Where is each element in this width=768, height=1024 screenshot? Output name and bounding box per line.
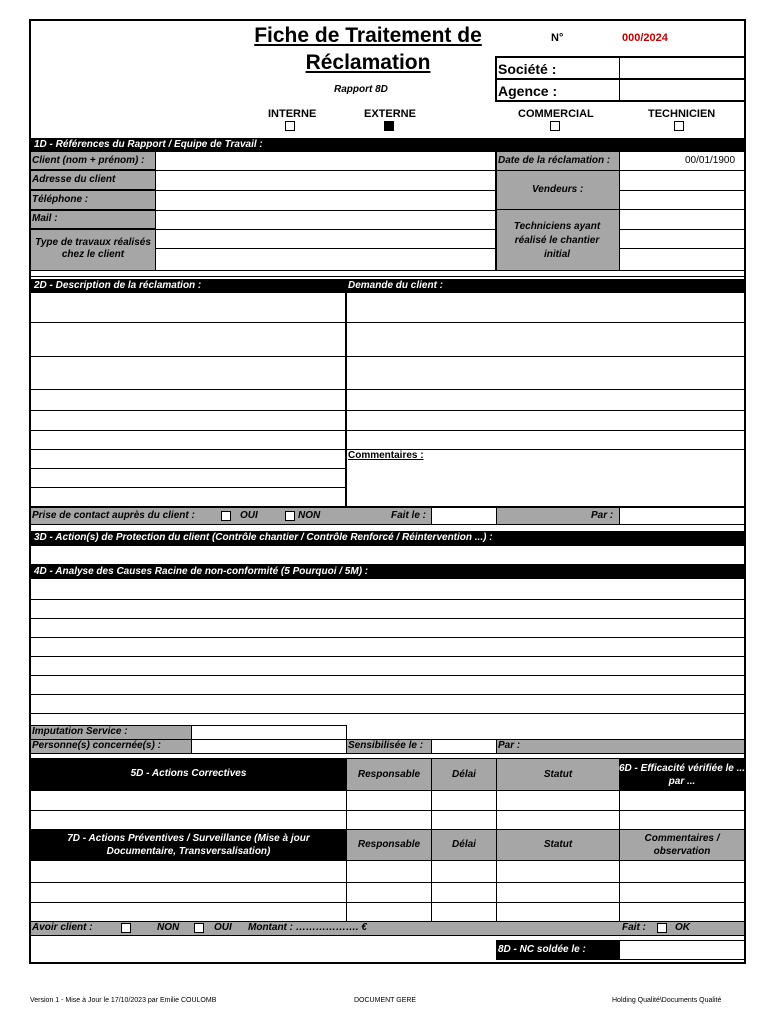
commentaires-label: Commentaires : — [348, 450, 424, 461]
agence-label: Agence : — [498, 83, 558, 99]
section-5d-title: 5D - Actions Correctives — [130, 768, 247, 779]
demande-line — [346, 356, 745, 357]
divider — [619, 861, 620, 921]
vendeur-input-1[interactable] — [619, 170, 745, 191]
imputation-label: Imputation Service : — [32, 726, 128, 737]
cause-line — [30, 599, 745, 600]
personnes-label: Personne(s) concernée(s) : — [32, 740, 161, 751]
date-value: 00/01/1900 — [685, 155, 736, 166]
travaux-label: Type de travaux réalisés chez le client — [35, 237, 151, 260]
cause-line — [30, 656, 745, 657]
label-cell — [496, 739, 745, 754]
adresse-input-2[interactable] — [155, 190, 496, 211]
cause-line — [30, 618, 745, 619]
cause-line — [30, 713, 745, 714]
divider — [431, 861, 432, 921]
type-checkbox-interne[interactable] — [285, 121, 295, 131]
divider — [345, 293, 347, 506]
form-subtitle: Rapport 8D — [334, 84, 388, 95]
agence-input[interactable] — [621, 81, 744, 100]
description-line — [30, 468, 346, 469]
description-line — [30, 487, 346, 488]
delai-header: Délai — [452, 839, 476, 850]
mail-label: Mail : — [32, 213, 58, 224]
fait-le-input[interactable] — [431, 507, 497, 525]
description-line — [30, 410, 346, 411]
contact-oui-label: OUI — [240, 510, 258, 521]
type-checkbox-commercial[interactable] — [550, 121, 560, 131]
description-line — [30, 430, 346, 431]
demande-line — [346, 430, 745, 431]
table-row — [30, 902, 745, 903]
description-line — [30, 322, 346, 323]
date-label: Date de la réclamation : — [498, 155, 611, 166]
avoir-oui-checkbox[interactable] — [194, 923, 204, 933]
responsable-header: Responsable — [357, 769, 421, 780]
avoir-non-label: NON — [157, 922, 180, 933]
type-checkbox-technicien[interactable] — [674, 121, 684, 131]
sensibilisee-label: Sensibilisée le : — [348, 740, 424, 751]
responsable-header: Responsable — [357, 839, 421, 850]
divider — [431, 791, 432, 829]
description-line — [30, 389, 346, 390]
adresse-label: Adresse du client — [32, 174, 116, 185]
table-row — [30, 882, 745, 883]
description-line — [30, 449, 346, 450]
divider — [346, 791, 347, 829]
avoir-label: Avoir client : — [32, 922, 93, 933]
sensibilisee-input[interactable] — [431, 739, 497, 754]
contact-non-checkbox[interactable] — [285, 511, 295, 521]
statut-header: Statut — [543, 769, 573, 780]
demande-title: Demande du client : — [348, 280, 444, 291]
type-checkbox-externe[interactable] — [384, 121, 394, 131]
commentaires-header: Commentaires / observation — [644, 833, 720, 857]
fait-label: Fait : — [622, 922, 646, 933]
divider — [619, 56, 620, 102]
client-input[interactable] — [155, 151, 496, 171]
telephone-label: Téléphone : — [32, 194, 89, 205]
imputation-input[interactable] — [191, 725, 347, 740]
demande-line — [346, 389, 745, 390]
divider — [496, 861, 497, 921]
adresse-input[interactable] — [155, 170, 496, 191]
footer-gere: DOCUMENT GERE — [354, 997, 417, 1004]
statut-header: Statut — [543, 839, 573, 850]
section-4d-title: 4D - Analyse des Causes Racine de non-conformité (5 Pourquoi / 5M) : — [34, 566, 369, 577]
type-label-commercial: COMMERCIAL — [518, 108, 594, 120]
divider — [496, 791, 497, 829]
divider — [346, 861, 347, 921]
divider — [619, 791, 620, 829]
techniciens-label: Techniciens ayant réalisé le chantier initial — [513, 221, 601, 260]
cause-line — [30, 637, 745, 638]
personnes-input[interactable] — [191, 739, 347, 754]
client-label: Client (nom + prénom) : — [32, 155, 145, 166]
technicien-input-2[interactable] — [619, 229, 745, 249]
contact-label: Prise de contact auprès du client : — [32, 510, 195, 521]
protection-input[interactable] — [30, 545, 745, 565]
technicien-input-3[interactable] — [619, 248, 745, 271]
type-label-externe: EXTERNE — [364, 108, 416, 120]
numero-value: 000/2024 — [622, 32, 668, 44]
montant-label: Montant : ………………. € — [248, 922, 367, 933]
description-line — [30, 356, 346, 357]
fait-ok-label: OK — [675, 922, 690, 933]
section-2d-title: 2D - Description de la réclamation : — [34, 280, 202, 291]
section-3d-title: 3D - Action(s) de Protection du client (Contrôle chantier / Contrôle Renforcé / Réintervention ...) : — [34, 532, 493, 543]
cause-line — [30, 694, 745, 695]
societe-label: Société : — [498, 61, 557, 77]
vendeur-input-2[interactable] — [619, 190, 745, 210]
travaux-input[interactable] — [155, 229, 496, 249]
section-1d-title: 1D - Références du Rapport / Equipe de Travail : — [34, 139, 263, 150]
par-4d-label: Par : — [498, 740, 521, 751]
table-row — [30, 810, 745, 811]
type-label-technicien: TECHNICIEN — [648, 108, 716, 120]
section-7d-title: 7D - Actions Préventives / Surveillance (Mise à jour Documentaire, Transversalisation) — [67, 833, 310, 857]
contact-oui-checkbox[interactable] — [221, 511, 231, 521]
demande-line — [346, 410, 745, 411]
travaux-input-2[interactable] — [155, 248, 496, 271]
demande-line — [346, 322, 745, 323]
delai-header: Délai — [452, 769, 476, 780]
section-6d-title: 6D - Efficacité vérifiée le ... par ... — [619, 763, 745, 787]
vendeurs-label: Vendeurs : — [532, 184, 584, 195]
avoir-oui-label: OUI — [214, 922, 232, 933]
cause-line — [30, 675, 745, 676]
par-label: Par : — [591, 510, 614, 521]
fait-le-label: Fait le : — [391, 510, 427, 521]
divider — [30, 276, 745, 277]
section-8d-title: 8D - NC soldée le : — [498, 944, 586, 955]
type-label-interne: INTERNE — [268, 108, 317, 120]
mail-input[interactable] — [155, 210, 496, 230]
nc-soldee-input[interactable] — [619, 940, 745, 960]
footer-path: Holding Qualité\Documents Qualité — [612, 997, 722, 1004]
avoir-non-checkbox[interactable] — [121, 923, 131, 933]
technicien-input-1[interactable] — [619, 209, 745, 230]
numero-label: N° — [551, 32, 564, 44]
par-input[interactable] — [619, 507, 745, 525]
societe-input[interactable] — [621, 58, 744, 77]
form-title: Fiche de Traitement de Réclamation — [254, 24, 482, 74]
footer-version: Version 1 - Mise à Jour le 17/10/2023 par Emilie COULOMB — [30, 997, 217, 1004]
fait-ok-checkbox[interactable] — [657, 923, 667, 933]
contact-non-label: NON — [298, 510, 321, 521]
